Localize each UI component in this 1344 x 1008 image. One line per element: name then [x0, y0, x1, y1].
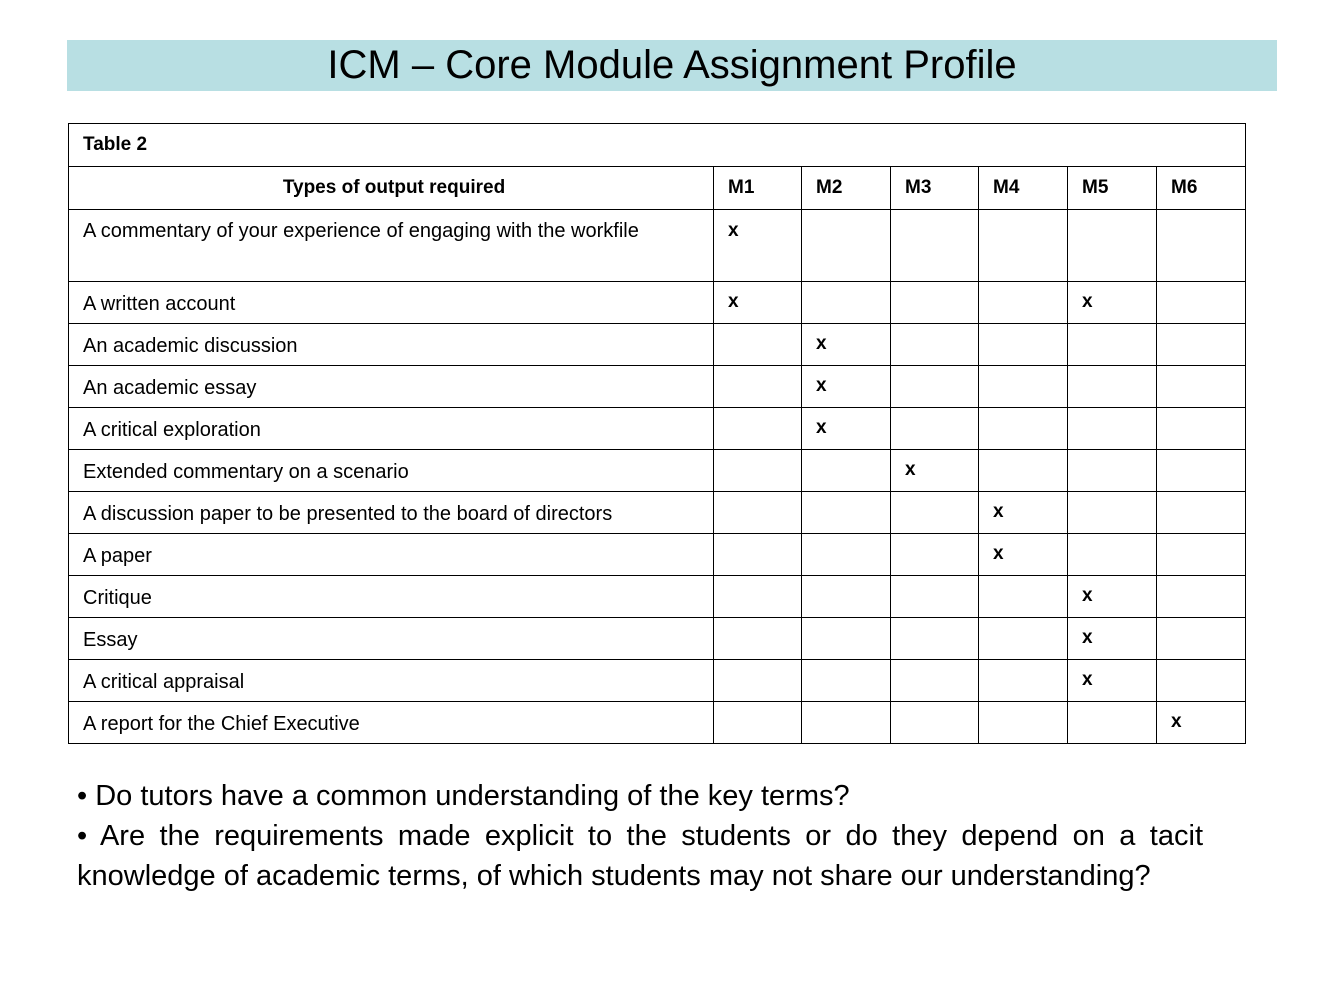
module-m3-cell: x	[891, 450, 979, 492]
module-m3-cell	[891, 324, 979, 366]
module-m5-cell	[1068, 492, 1157, 534]
module-m2-cell	[802, 576, 891, 618]
module-m1-cell	[714, 408, 802, 450]
module-m5-cell	[1068, 210, 1157, 282]
output-type-cell: A critical appraisal	[69, 660, 714, 702]
module-m5-cell	[1068, 534, 1157, 576]
module-m3-cell	[891, 492, 979, 534]
module-m6-cell	[1157, 324, 1246, 366]
module-m4-cell	[979, 408, 1068, 450]
module-m5-cell	[1068, 366, 1157, 408]
output-type-cell: A critical exploration	[69, 408, 714, 450]
column-header-m4: M4	[979, 167, 1068, 210]
module-m3-cell	[891, 210, 979, 282]
module-m6-cell: x	[1157, 702, 1246, 744]
table-row	[69, 210, 1246, 282]
note-item: • Are the requirements made explicit to the students or do they depend on a tacit knowledge of academic terms, of which students may not share our understanding?	[77, 820, 1203, 892]
module-m4-cell	[979, 210, 1068, 282]
module-m2-cell	[802, 210, 891, 282]
output-type-cell: Essay	[69, 618, 714, 660]
discussion-notes	[77, 776, 1203, 896]
module-m1-cell: x	[714, 210, 802, 282]
module-m4-cell	[979, 366, 1068, 408]
table-header-row	[69, 167, 1246, 210]
module-m1-cell	[714, 660, 802, 702]
output-type-cell: A written account	[69, 282, 714, 324]
module-m4-cell	[979, 450, 1068, 492]
module-m4-cell: x	[979, 534, 1068, 576]
module-m5-cell: x	[1068, 660, 1157, 702]
module-m6-cell	[1157, 450, 1246, 492]
module-m3-cell	[891, 408, 979, 450]
module-m1-cell	[714, 618, 802, 660]
module-m3-cell	[891, 702, 979, 744]
table-row	[69, 408, 1246, 450]
module-m1-cell: x	[714, 282, 802, 324]
module-m1-cell	[714, 324, 802, 366]
output-type-cell: An academic essay	[69, 366, 714, 408]
module-m6-cell	[1157, 282, 1246, 324]
output-type-cell: Critique	[69, 576, 714, 618]
module-m5-cell: x	[1068, 282, 1157, 324]
module-m2-cell	[802, 534, 891, 576]
output-type-cell: Extended commentary on a scenario	[69, 450, 714, 492]
module-m5-cell: x	[1068, 576, 1157, 618]
output-type-cell: An academic discussion	[69, 324, 714, 366]
module-m2-cell	[802, 660, 891, 702]
module-m4-cell	[979, 282, 1068, 324]
module-m2-cell	[802, 618, 891, 660]
module-m6-cell	[1157, 576, 1246, 618]
module-m2-cell	[802, 282, 891, 324]
module-m6-cell	[1157, 210, 1246, 282]
module-m1-cell	[714, 534, 802, 576]
module-m5-cell	[1068, 324, 1157, 366]
module-m2-cell	[802, 702, 891, 744]
module-m3-cell	[891, 534, 979, 576]
table-caption-row	[69, 124, 1246, 167]
output-type-cell: A report for the Chief Executive	[69, 702, 714, 744]
column-header-m1: M1	[714, 167, 802, 210]
page-title: ICM – Core Module Assignment Profile	[67, 40, 1277, 91]
module-m3-cell	[891, 366, 979, 408]
column-header-m6: M6	[1157, 167, 1246, 210]
assignment-profile-table	[68, 123, 1246, 744]
table-row	[69, 702, 1246, 744]
column-header-output-type: Types of output required	[69, 167, 714, 210]
table-row	[69, 576, 1246, 618]
table-row	[69, 660, 1246, 702]
module-m5-cell	[1068, 702, 1157, 744]
module-m2-cell: x	[802, 366, 891, 408]
module-m1-cell	[714, 576, 802, 618]
table-row	[69, 492, 1246, 534]
table-body	[69, 210, 1246, 744]
column-header-m3: M3	[891, 167, 979, 210]
module-m1-cell	[714, 702, 802, 744]
module-m6-cell	[1157, 660, 1246, 702]
table-caption: Table 2	[69, 124, 1246, 167]
output-type-cell: A commentary of your experience of engaging with the workfile	[69, 210, 714, 282]
module-m3-cell	[891, 576, 979, 618]
table-row	[69, 282, 1246, 324]
table-row	[69, 450, 1246, 492]
module-m2-cell: x	[802, 408, 891, 450]
module-m6-cell	[1157, 492, 1246, 534]
note-item: • Do tutors have a common understanding of the key terms?	[77, 780, 850, 812]
module-m3-cell	[891, 660, 979, 702]
module-m3-cell	[891, 282, 979, 324]
module-m6-cell	[1157, 408, 1246, 450]
module-m2-cell: x	[802, 324, 891, 366]
module-m6-cell	[1157, 618, 1246, 660]
table-row	[69, 618, 1246, 660]
column-header-m5: M5	[1068, 167, 1157, 210]
module-m4-cell	[979, 660, 1068, 702]
module-m3-cell	[891, 618, 979, 660]
module-m2-cell	[802, 450, 891, 492]
output-type-cell: A paper	[69, 534, 714, 576]
output-type-cell: A discussion paper to be presented to the board of directors	[69, 492, 714, 534]
module-m1-cell	[714, 492, 802, 534]
module-m5-cell	[1068, 450, 1157, 492]
module-m2-cell	[802, 492, 891, 534]
column-header-m2: M2	[802, 167, 891, 210]
module-m1-cell	[714, 366, 802, 408]
module-m5-cell: x	[1068, 618, 1157, 660]
module-m4-cell	[979, 576, 1068, 618]
module-m4-cell: x	[979, 492, 1068, 534]
module-m4-cell	[979, 702, 1068, 744]
module-m4-cell	[979, 324, 1068, 366]
module-m6-cell	[1157, 534, 1246, 576]
table-row	[69, 534, 1246, 576]
module-m4-cell	[979, 618, 1068, 660]
table-row	[69, 366, 1246, 408]
table-row	[69, 324, 1246, 366]
module-m6-cell	[1157, 366, 1246, 408]
module-m5-cell	[1068, 408, 1157, 450]
module-m1-cell	[714, 450, 802, 492]
